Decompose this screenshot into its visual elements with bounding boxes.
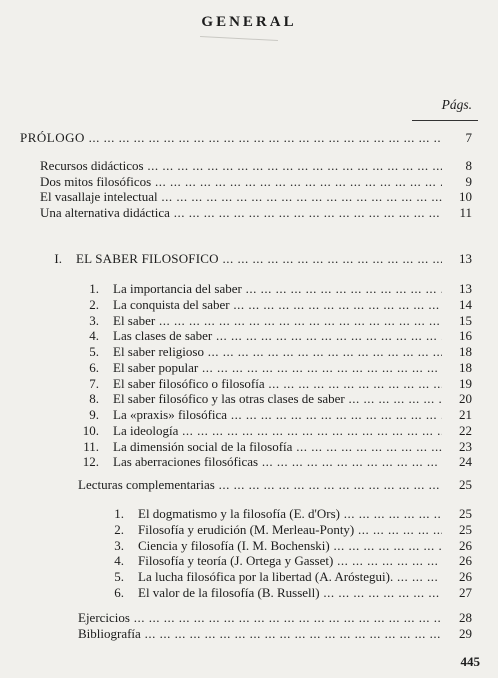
page-number: 445: [460, 654, 480, 669]
toc-entry-section[interactable]: [0, 313, 498, 329]
entry-label: PRÓLOGO ... .: [20, 130, 442, 146]
entry-label: Las aberraciones filosóficas ... .: [113, 454, 442, 470]
entry-page: 29: [459, 626, 472, 641]
entry-page: 11: [459, 205, 472, 220]
toc-entry-section[interactable]: [0, 360, 498, 376]
entry-label: El saber filosófico o filosofía ... .: [113, 376, 442, 392]
entry-number: I.: [54, 251, 62, 266]
toc-entry-section[interactable]: [0, 376, 498, 392]
entry-number: 3.: [114, 538, 124, 553]
entry-label: El vasallaje intelectual ... .: [40, 189, 442, 205]
toc-entry-reading[interactable]: [0, 538, 498, 554]
toc-entry-section[interactable]: [0, 439, 498, 455]
toc-entry-prologue-item[interactable]: [0, 189, 498, 205]
entry-page: 25: [459, 477, 472, 492]
entry-label: EL SABER FILOSOFICO ... .: [76, 251, 442, 267]
entry-label: La «praxis» filosófica ... .: [113, 407, 442, 423]
toc-entry-section[interactable]: [0, 391, 498, 407]
toc-entry-section[interactable]: [0, 454, 498, 470]
toc-entry-reading[interactable]: [0, 506, 498, 522]
entry-number: 6.: [89, 360, 99, 375]
toc-entry-prologue-item[interactable]: [0, 174, 498, 190]
entry-label: Ejercicios ... .: [78, 610, 442, 626]
entry-number: 5.: [89, 344, 99, 359]
page-heading: GENERAL: [201, 14, 297, 30]
entry-label: Recursos didácticos ... .: [40, 158, 442, 174]
entry-label: Dos mitos filosóficos ... .: [40, 174, 442, 190]
toc-entry-reading[interactable]: [0, 569, 498, 585]
entry-number: 2.: [89, 297, 99, 312]
entry-number: 2.: [114, 522, 124, 537]
entry-page: 27: [459, 585, 472, 600]
toc-entry-readings[interactable]: [0, 477, 498, 493]
toc-entry-section[interactable]: [0, 297, 498, 313]
entry-label: El saber popular ... .: [113, 360, 442, 376]
scan-smudge: [200, 36, 278, 41]
entry-page: 22: [459, 423, 472, 438]
toc-entry-reading[interactable]: [0, 585, 498, 601]
entry-number: 12.: [82, 454, 99, 469]
entry-label: El valor de la filosofía (B. Russell) ... .: [138, 585, 442, 601]
entry-number: 1.: [89, 281, 99, 296]
entry-label: El dogmatismo y la filosofía (E. d'Ors) ... .: [138, 506, 442, 522]
toc-entry-reading[interactable]: [0, 553, 498, 569]
toc-entry-end[interactable]: [0, 626, 498, 642]
entry-page: 24: [459, 454, 472, 469]
entry-label: El saber religioso ... .: [113, 344, 442, 360]
entry-label: Las clases de saber ... .: [113, 328, 442, 344]
toc-entry-prologue-item[interactable]: [0, 158, 498, 174]
entry-number: 4.: [114, 553, 124, 568]
entry-number: 6.: [114, 585, 124, 600]
entry-page: 21: [459, 407, 472, 422]
entry-page: 13: [459, 281, 472, 296]
entry-label: Ciencia y filosofía (I. M. Bochenski) ... .: [138, 538, 442, 554]
entry-page: 26: [459, 538, 472, 553]
toc-entry-prologue-item[interactable]: [0, 205, 498, 221]
entry-number: 7.: [89, 376, 99, 391]
entry-page: 15: [459, 313, 472, 328]
entry-page: 9: [465, 174, 472, 189]
entry-label: La ideología ... .: [113, 423, 442, 439]
entry-number: 5.: [114, 569, 124, 584]
entry-page: 10: [459, 189, 472, 204]
toc-entry-section[interactable]: [0, 328, 498, 344]
entry-page: 25: [459, 522, 472, 537]
entry-page: 14: [459, 297, 472, 312]
entry-label: Lecturas complementarias ... .: [78, 477, 442, 493]
entry-page: 25: [459, 506, 472, 521]
entry-number: 8.: [89, 391, 99, 406]
entry-number: 11.: [83, 439, 99, 454]
entry-page: 19: [459, 376, 472, 391]
entry-label: La lucha filosófica por la libertad (A. Aróstegui). ... .: [138, 569, 442, 585]
entry-page: 28: [459, 610, 472, 625]
entry-label: Filosofía y erudición (M. Merleau-Ponty) ... .: [138, 522, 442, 538]
entry-page: 20: [459, 391, 472, 406]
entry-label: Filosofía y teoría (J. Ortega y Gasset) ... .: [138, 553, 442, 569]
pages-column-label: Págs.: [441, 97, 472, 112]
entry-label: Bibliografía ... .: [78, 626, 442, 642]
toc-entry-section[interactable]: [0, 281, 498, 297]
entry-number: 4.: [89, 328, 99, 343]
entry-page: 7: [465, 130, 472, 145]
toc-entry-section[interactable]: [0, 423, 498, 439]
entry-label: La dimensión social de la filosofía ... .: [113, 439, 442, 455]
entry-label: El saber ... .: [113, 313, 442, 329]
entry-page: 18: [459, 344, 472, 359]
toc-entry-end[interactable]: [0, 610, 498, 626]
toc-entry-reading[interactable]: [0, 522, 498, 538]
toc-entry-chapter[interactable]: [0, 251, 498, 267]
entry-page: 13: [459, 251, 472, 266]
entry-label: El saber filosófico y las otras clases de saber ... .: [113, 391, 442, 407]
entry-page: 26: [459, 569, 472, 584]
entry-label: La conquista del saber ... .: [113, 297, 442, 313]
toc-entry-section[interactable]: [0, 344, 498, 360]
entry-label: La importancia del saber ... .: [113, 281, 442, 297]
entry-page: 16: [459, 328, 472, 343]
entry-number: 9.: [89, 407, 99, 422]
entry-page: 18: [459, 360, 472, 375]
entry-number: 1.: [114, 506, 124, 521]
toc-entry-section[interactable]: [0, 407, 498, 423]
entry-page: 8: [465, 158, 472, 173]
entry-number: 3.: [89, 313, 99, 328]
toc-entry-prologo[interactable]: [0, 130, 498, 146]
entry-page: 26: [459, 553, 472, 568]
entry-page: 23: [459, 439, 472, 454]
entry-label: Una alternativa didáctica ... .: [40, 205, 442, 221]
entry-number: 10.: [82, 423, 99, 438]
pages-column-rule: [412, 120, 478, 121]
